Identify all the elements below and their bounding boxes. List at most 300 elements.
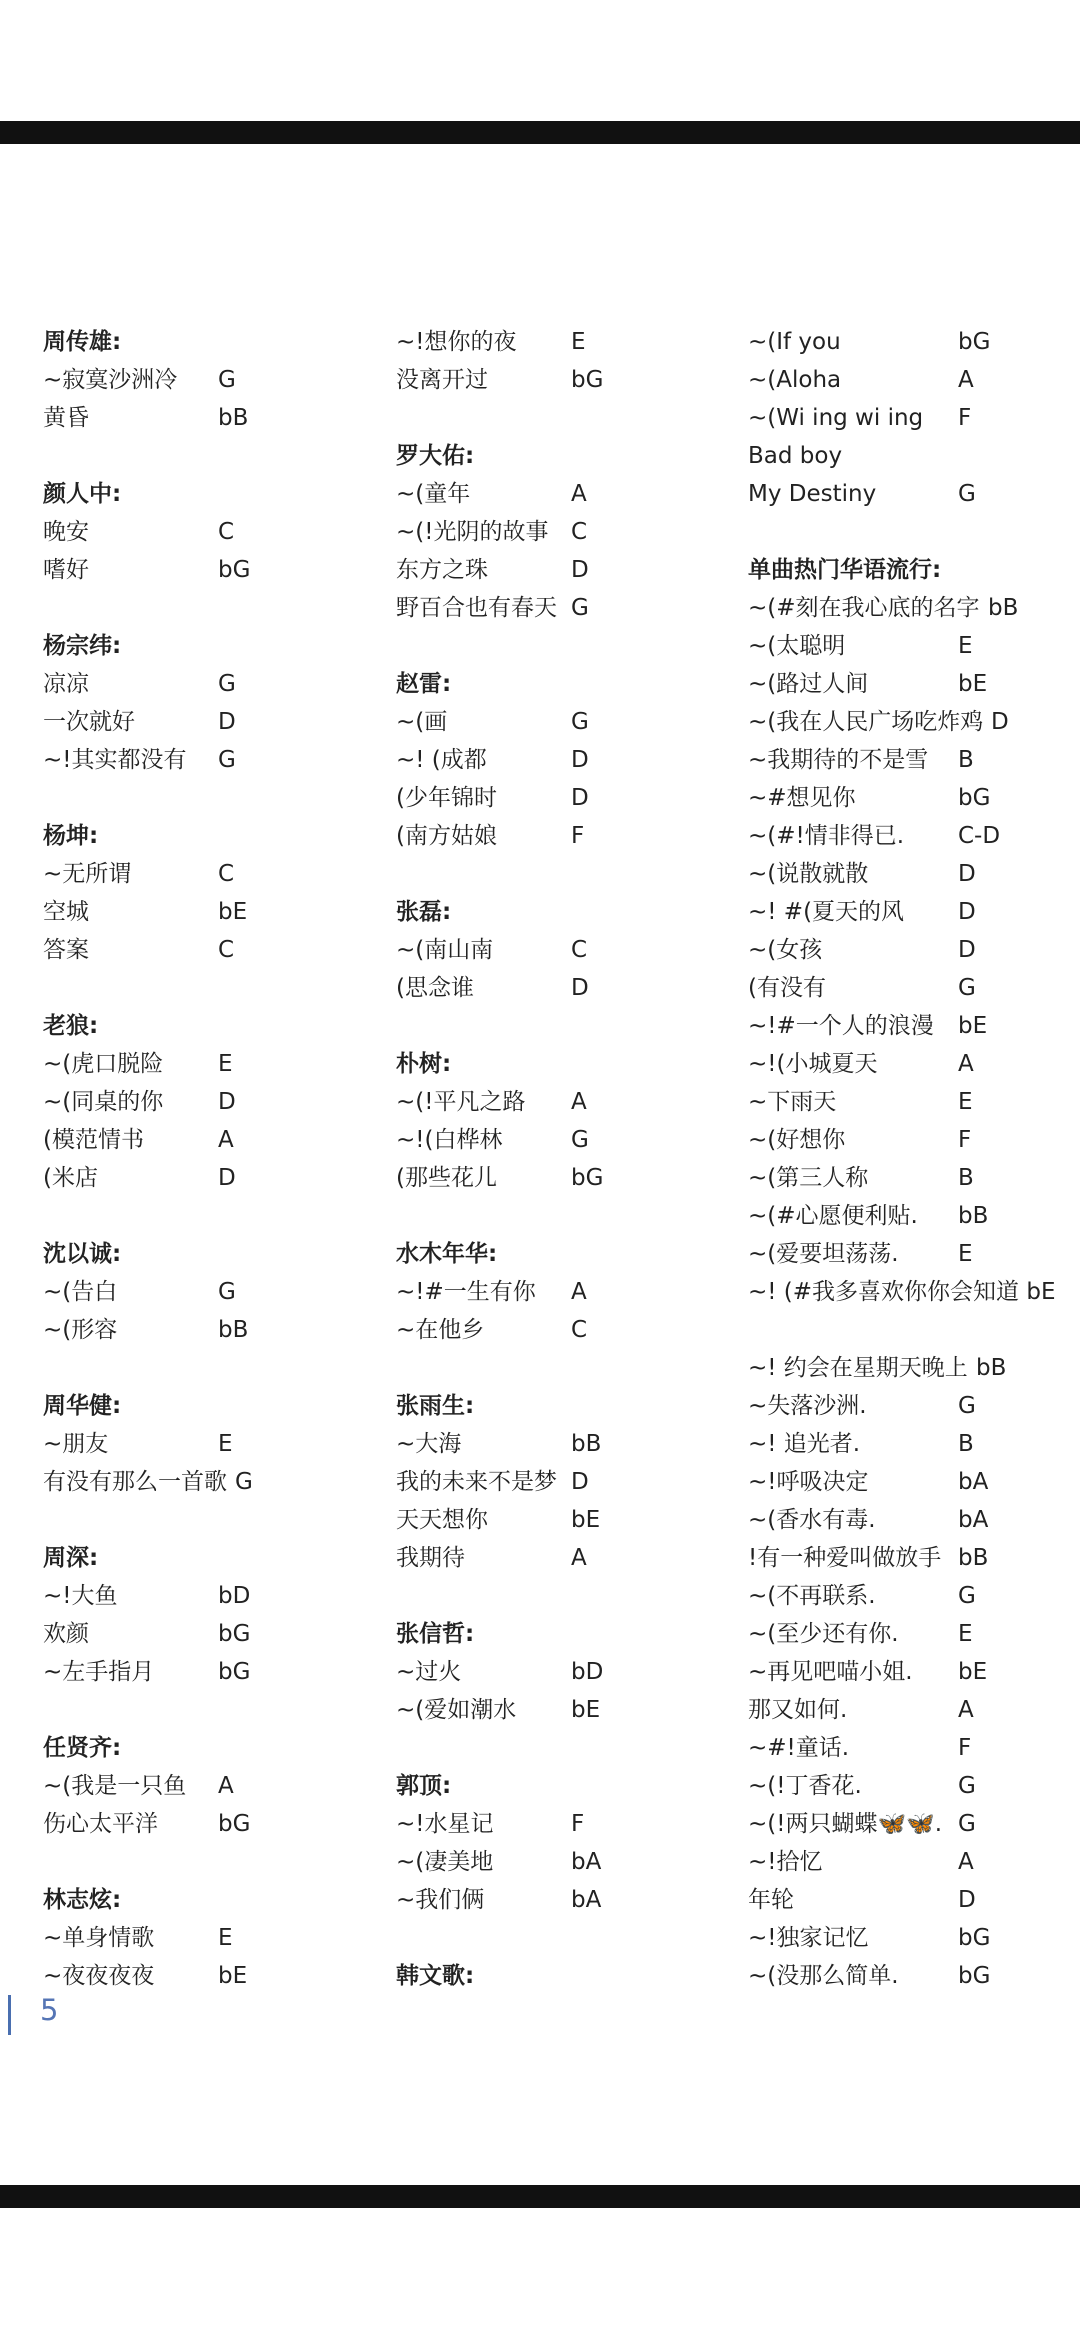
song-key: bA: [571, 1849, 602, 1875]
song-title: ~(童年: [396, 481, 471, 507]
song-title: ~(好想你: [748, 1127, 846, 1153]
song-entry: [748, 1463, 1058, 1501]
song-title: ~!拾忆: [748, 1849, 823, 1875]
artist-name: 罗大佑:: [396, 443, 475, 469]
song-title: 天天想你: [396, 1507, 488, 1533]
song-title: ~(南山南: [396, 937, 494, 963]
song-entry: [43, 551, 383, 589]
song-title: ~!水星记: [396, 1811, 494, 1837]
spacer: [43, 1691, 383, 1729]
song-entry: [748, 1273, 1058, 1349]
artist-name: 颜人中:: [43, 481, 122, 507]
song-key: A: [571, 1279, 587, 1305]
song-title: ~下雨天: [748, 1089, 837, 1115]
song-title: ~!其实都没有: [43, 747, 187, 773]
song-key: G: [958, 1393, 976, 1419]
song-key: D: [218, 709, 236, 735]
artist-heading: [396, 1767, 736, 1805]
song-title: 黄昏: [43, 405, 89, 431]
song-title: ~(女孩: [748, 937, 823, 963]
artist-name: 老狼:: [43, 1013, 99, 1039]
song-title: (有没有: [748, 975, 826, 1001]
song-key: bE: [571, 1507, 601, 1533]
song-title: ~(画: [396, 709, 448, 735]
song-entry: [43, 1615, 383, 1653]
column-3: [748, 323, 1058, 1995]
song-entry: [748, 817, 1058, 855]
artist-name: 单曲热门华语流行:: [748, 557, 942, 583]
song-entry: [396, 703, 736, 741]
song-entry: [748, 1729, 1058, 1767]
song-key: bD: [218, 1583, 251, 1609]
song-key: bG: [958, 1963, 991, 1989]
song-key: B: [958, 747, 974, 773]
song-entry: [43, 513, 383, 551]
artist-name: 张信哲:: [396, 1621, 475, 1647]
song-entry: [43, 1273, 383, 1311]
artist-heading: [43, 323, 383, 361]
song-entry: [43, 1463, 383, 1501]
song-entry: [396, 551, 736, 589]
song-key: bE: [571, 1697, 601, 1723]
song-key: E: [218, 1431, 233, 1457]
song-title: (模范情书: [43, 1127, 144, 1153]
song-entry: [396, 1691, 736, 1729]
song-entry: [43, 361, 383, 399]
song-title: ~无所谓: [43, 861, 132, 887]
song-title: ~再见吧喵小姐.: [748, 1659, 913, 1685]
spacer: [43, 1843, 383, 1881]
song-entry: [748, 1349, 1058, 1387]
song-title: ~! 追光者.: [748, 1431, 861, 1457]
song-title: ~!大鱼: [43, 1583, 118, 1609]
song-key: D: [958, 899, 976, 925]
song-entry: [748, 1007, 1058, 1045]
song-entry: [748, 627, 1058, 665]
song-title: (少年锦时: [396, 785, 497, 811]
song-key: G: [218, 671, 236, 697]
song-entry: [748, 1957, 1058, 1995]
song-entry: [43, 1311, 383, 1349]
song-key: C: [218, 519, 235, 545]
song-key: C: [571, 937, 588, 963]
song-title: ~(告白: [43, 1279, 118, 1305]
spacer: [396, 1577, 736, 1615]
song-key: bG: [218, 557, 251, 583]
song-key: F: [958, 1735, 972, 1761]
song-title: ~(说散就散: [748, 861, 869, 887]
song-title: ~(!两只蝴蝶🦋🦋.: [748, 1811, 943, 1837]
song-key: D: [571, 1469, 589, 1495]
song-entry: [396, 513, 736, 551]
song-title: ~(!丁香花.: [748, 1773, 862, 1799]
song-title: ~!呼吸决定: [748, 1469, 869, 1495]
song-key: G: [958, 1773, 976, 1799]
song-title: ~(不再联系.: [748, 1583, 876, 1609]
song-title: ~(太聪明: [748, 633, 846, 659]
song-entry: [748, 1577, 1058, 1615]
song-title: ~大海: [396, 1431, 462, 1457]
artist-heading: [43, 475, 383, 513]
song-entry: [748, 893, 1058, 931]
song-entry: [396, 1121, 736, 1159]
song-title: ~(虎口脱险: [43, 1051, 164, 1077]
song-key: D: [571, 557, 589, 583]
song-key: G: [958, 481, 976, 507]
song-key: A: [571, 1089, 587, 1115]
artist-heading: [43, 1387, 383, 1425]
song-key: E: [958, 633, 973, 659]
song-key: D: [958, 937, 976, 963]
song-title: ~!独家记忆: [748, 1925, 869, 1951]
song-entry: [748, 589, 1058, 627]
artist-heading: [396, 1045, 736, 1083]
spacer: [43, 1197, 383, 1235]
artist-heading: [43, 627, 383, 665]
spacer: [43, 437, 383, 475]
song-title: 年轮: [748, 1887, 794, 1913]
song-key: F: [571, 823, 585, 849]
song-key: bG: [218, 1811, 251, 1837]
song-entry: [396, 1653, 736, 1691]
song-title: ~(Wi ing wi ing: [748, 405, 924, 431]
song-title: ~(If you: [748, 329, 841, 355]
song-entry: [748, 779, 1058, 817]
song-key: C: [218, 937, 235, 963]
song-entry: [43, 1653, 383, 1691]
song-title: My Destiny: [748, 481, 877, 507]
song-entry: [748, 323, 1058, 361]
song-title: 答案: [43, 937, 89, 963]
song-key: E: [958, 1621, 973, 1647]
song-title: ~(第三人称: [748, 1165, 869, 1191]
song-key: bB: [218, 1317, 249, 1343]
song-entry: [748, 855, 1058, 893]
song-entry: [396, 969, 736, 1007]
song-entry: [396, 1539, 736, 1577]
song-title: 伤心太平洋: [43, 1811, 158, 1837]
song-entry: [43, 1083, 383, 1121]
song-entry: [748, 1843, 1058, 1881]
bottom-black-bar: [0, 2185, 1080, 2208]
song-entry: [748, 1045, 1058, 1083]
song-key: A: [571, 481, 587, 507]
spacer: [43, 1501, 383, 1539]
song-title: ~! #(夏天的风: [748, 899, 905, 925]
song-entry: [748, 361, 1058, 399]
song-title: ~! (成都: [396, 747, 487, 773]
song-key: A: [958, 367, 974, 393]
song-entry: [748, 437, 1058, 475]
song-key: F: [958, 1127, 972, 1153]
song-key: C: [571, 519, 588, 545]
spacer: [43, 969, 383, 1007]
spacer: [748, 513, 1058, 551]
artist-name: 郭顶:: [396, 1773, 452, 1799]
song-title: ~过火: [396, 1659, 462, 1685]
song-key: B: [958, 1165, 974, 1191]
song-title: !有一种爱叫做放手: [748, 1545, 942, 1571]
artist-heading: [43, 1235, 383, 1273]
artist-heading: [396, 1387, 736, 1425]
song-entry: [43, 399, 383, 437]
song-entry: [748, 1387, 1058, 1425]
song-key: E: [571, 329, 586, 355]
artist-name: 张雨生:: [396, 1393, 475, 1419]
spacer: [396, 627, 736, 665]
song-key: E: [958, 1241, 973, 1267]
song-entry: [396, 1805, 736, 1843]
song-entry: [396, 1311, 736, 1349]
song-title: 空城: [43, 899, 89, 925]
song-title: Bad boy: [748, 443, 843, 469]
song-entry: [748, 1615, 1058, 1653]
song-entry: [748, 1083, 1058, 1121]
artist-name: 林志炫:: [43, 1887, 122, 1913]
song-entry: [748, 703, 1058, 741]
song-title: ~失落沙洲.: [748, 1393, 867, 1419]
artist-heading: [396, 1235, 736, 1273]
song-key: bA: [958, 1469, 989, 1495]
artist-heading: [43, 1007, 383, 1045]
song-entry: [396, 817, 736, 855]
song-entry: [748, 1235, 1058, 1273]
song-entry: [748, 969, 1058, 1007]
song-title: ~寂寞沙洲冷: [43, 367, 178, 393]
song-title: 有没有那么一首歌: [43, 1469, 227, 1495]
song-title: ~(凄美地: [396, 1849, 494, 1875]
song-title: 嗜好: [43, 557, 89, 583]
song-title: ~!#一生有你: [396, 1279, 536, 1305]
song-entry: [43, 665, 383, 703]
song-title: 东方之珠: [396, 557, 488, 583]
spacer: [43, 779, 383, 817]
song-entry: [748, 1197, 1058, 1235]
song-key: E: [218, 1051, 233, 1077]
song-entry: [396, 1843, 736, 1881]
spacer: [43, 589, 383, 627]
spacer: [396, 399, 736, 437]
song-entry: [748, 1805, 1058, 1843]
artist-name: 张磊:: [396, 899, 452, 925]
song-key: A: [958, 1051, 974, 1077]
song-entry: [43, 741, 383, 779]
song-title: (思念谁: [396, 975, 474, 1001]
song-entry: [396, 1273, 736, 1311]
song-entry: [396, 931, 736, 969]
song-title: ~(我是一只鱼: [43, 1773, 187, 1799]
song-title: 那又如何.: [748, 1697, 848, 1723]
song-entry: [748, 1425, 1058, 1463]
song-entry: [396, 741, 736, 779]
song-entry: [43, 1159, 383, 1197]
song-key: bA: [958, 1507, 989, 1533]
song-entry: [43, 1425, 383, 1463]
artist-heading: [43, 1539, 383, 1577]
song-key: bE: [958, 1013, 988, 1039]
song-entry: [396, 361, 736, 399]
song-entry: [396, 1463, 736, 1501]
song-title: ~(Aloha: [748, 367, 842, 393]
song-entry: [43, 855, 383, 893]
song-title: ~(!平凡之路: [396, 1089, 526, 1115]
song-key: E: [958, 1089, 973, 1115]
song-entry: [748, 475, 1058, 513]
spacer: [396, 1919, 736, 1957]
song-entry: [43, 1577, 383, 1615]
song-entry: [43, 1957, 383, 1995]
song-entry: [748, 1539, 1058, 1577]
spacer: [396, 1007, 736, 1045]
song-key: G: [218, 747, 236, 773]
song-key: G: [571, 1127, 589, 1153]
artist-name: 水木年华:: [396, 1241, 498, 1267]
artist-heading: [396, 1615, 736, 1653]
song-title: ~左手指月: [43, 1659, 155, 1685]
song-entry: [43, 1767, 383, 1805]
song-key: C: [571, 1317, 588, 1343]
song-key: A: [958, 1849, 974, 1875]
artist-name: 赵雷:: [396, 671, 452, 697]
song-title: ~单身情歌: [43, 1925, 155, 1951]
song-key: C-D: [958, 823, 1001, 849]
song-entry: [43, 703, 383, 741]
song-entry: [748, 931, 1058, 969]
song-title: 我的未来不是梦: [396, 1469, 557, 1495]
song-key: F: [571, 1811, 585, 1837]
song-entry: [748, 741, 1058, 779]
song-title: (那些花儿: [396, 1165, 497, 1191]
song-key: G: [958, 1583, 976, 1609]
artist-name: 朴树:: [396, 1051, 452, 1077]
song-entry: [396, 1881, 736, 1919]
song-title: ~(#刻在我心底的名字: [748, 595, 980, 621]
song-title: ~(路过人间: [748, 671, 869, 697]
song-entry: [748, 1121, 1058, 1159]
artist-name: 任贤齐:: [43, 1735, 122, 1761]
song-key: C: [218, 861, 235, 887]
song-entry: [396, 1425, 736, 1463]
song-key: D: [571, 747, 589, 773]
song-key: A: [571, 1545, 587, 1571]
song-entry: [748, 1919, 1058, 1957]
song-key: bE: [958, 671, 988, 697]
song-key: bG: [958, 329, 991, 355]
spacer: [396, 1349, 736, 1387]
song-title: ~在他乡: [396, 1317, 485, 1343]
song-entry: [396, 1083, 736, 1121]
artist-heading: [43, 817, 383, 855]
song-key: D: [571, 975, 589, 1001]
song-title: ~!(小城夏天: [748, 1051, 878, 1077]
song-title: ~(香水有毒.: [748, 1507, 876, 1533]
spacer: [43, 1349, 383, 1387]
song-key: F: [958, 405, 972, 431]
artist-name: 周深:: [43, 1545, 99, 1571]
song-title: 欢颜: [43, 1621, 89, 1647]
spacer: [396, 1729, 736, 1767]
song-title: ~(同桌的你: [43, 1089, 164, 1115]
song-key: G: [218, 367, 236, 393]
artist-heading: [43, 1729, 383, 1767]
spacer: [396, 1197, 736, 1235]
song-key: bG: [218, 1659, 251, 1685]
song-key: D: [218, 1165, 236, 1191]
song-title: ~!(白桦林: [396, 1127, 503, 1153]
song-key: G: [235, 1469, 253, 1495]
song-entry: [748, 1159, 1058, 1197]
song-title: ~(爱要坦荡荡.: [748, 1241, 899, 1267]
song-key: bB: [988, 595, 1019, 621]
song-title: ~朋友: [43, 1431, 109, 1457]
song-entry: [43, 1919, 383, 1957]
song-key: G: [218, 1279, 236, 1305]
song-key: A: [958, 1697, 974, 1723]
artist-name: 沈以诚:: [43, 1241, 122, 1267]
song-entry: [748, 1767, 1058, 1805]
song-title: ~! 约会在星期天晚上: [748, 1355, 968, 1381]
artist-heading: [396, 893, 736, 931]
song-key: bG: [218, 1621, 251, 1647]
song-title: ~(我在人民广场吃炸鸡: [748, 709, 984, 735]
song-title: ~我们俩: [396, 1887, 485, 1913]
song-key: bB: [958, 1545, 989, 1571]
artist-name: 周传雄:: [43, 329, 122, 355]
song-title: 野百合也有春天: [396, 595, 557, 621]
song-key: D: [218, 1089, 236, 1115]
artist-heading: [396, 665, 736, 703]
song-entry: [748, 1881, 1058, 1919]
column-1: [43, 323, 383, 1995]
song-key: bG: [571, 1165, 604, 1191]
song-entry: [396, 323, 736, 361]
song-title: ~(#!情非得已.: [748, 823, 905, 849]
page-marker: [8, 1995, 11, 2035]
song-key: G: [958, 1811, 976, 1837]
song-key: A: [218, 1127, 234, 1153]
artist-heading: [396, 437, 736, 475]
song-title: (南方姑娘: [396, 823, 497, 849]
artist-name: 周华健:: [43, 1393, 122, 1419]
song-key: B: [958, 1431, 974, 1457]
song-entry: [748, 1691, 1058, 1729]
song-entry: [43, 931, 383, 969]
song-entry: [748, 399, 1058, 437]
page-number: 5: [40, 1993, 59, 2027]
song-title: ~! (#我多喜欢你你会知道 bE: [748, 1279, 1056, 1305]
song-title: 晚安: [43, 519, 89, 545]
song-key: A: [218, 1773, 234, 1799]
song-entry: [43, 1121, 383, 1159]
song-title: ~!#一个人的浪漫: [748, 1013, 934, 1039]
song-title: ~(!光阴的故事: [396, 519, 549, 545]
song-key: G: [571, 709, 589, 735]
song-title: ~夜夜夜夜: [43, 1963, 155, 1989]
song-key: D: [991, 709, 1009, 735]
artist-heading: [748, 551, 1058, 589]
artist-heading: [43, 1881, 383, 1919]
song-entry: [43, 1045, 383, 1083]
song-key: bB: [571, 1431, 602, 1457]
song-key: bB: [976, 1355, 1007, 1381]
song-entry: [396, 779, 736, 817]
song-title: 凉凉: [43, 671, 89, 697]
song-key: E: [218, 1925, 233, 1951]
song-entry: [748, 665, 1058, 703]
song-entry: [396, 1159, 736, 1197]
song-title: ~(没那么简单.: [748, 1963, 899, 1989]
song-key: bG: [958, 785, 991, 811]
